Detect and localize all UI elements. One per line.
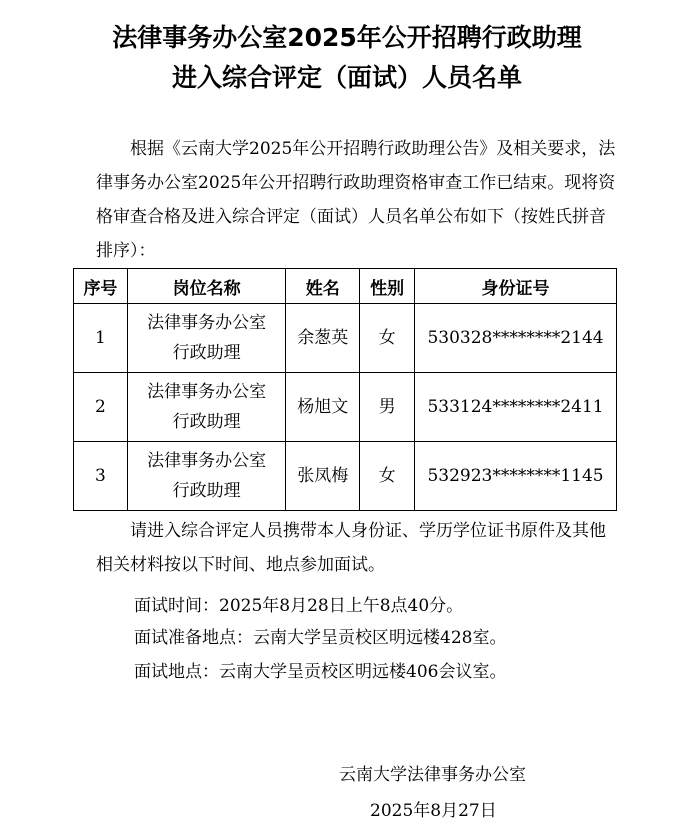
table-row	[74, 304, 617, 373]
table-row	[74, 442, 617, 511]
header-no: 序号	[74, 269, 128, 304]
row-dept: 法律事务办公室	[147, 313, 267, 333]
row-title: 行政助理	[172, 481, 241, 501]
table-header-row	[74, 269, 617, 304]
row-id: 533124********2411	[415, 373, 617, 442]
row-position	[127, 373, 286, 442]
header-name: 姓名	[286, 269, 360, 304]
header-id: 身份证号	[415, 269, 617, 304]
row-dept: 法律事务办公室	[147, 382, 267, 402]
header-gender: 性别	[360, 269, 415, 304]
row-title: 行政助理	[172, 412, 241, 432]
instructions-paragraph: 请进入综合评定人员携带本人身份证、学历学位证书原件及其他相关材料按以下时间、地点参加面试。	[96, 521, 606, 575]
row-position	[127, 442, 286, 511]
table-row	[74, 373, 617, 442]
row-name: 张凤梅	[286, 442, 360, 511]
candidate-table	[73, 268, 617, 511]
row-title: 行政助理	[172, 343, 241, 363]
row-gender: 男	[360, 373, 415, 442]
signature-org: 云南大学法律事务办公室	[339, 765, 526, 785]
row-gender: 女	[360, 304, 415, 373]
row-name: 杨旭文	[286, 373, 360, 442]
header-position: 岗位名称	[127, 269, 286, 304]
row-no: 2	[74, 373, 128, 442]
interview-location: 面试地点：云南大学呈贡校区明远楼406会议室。	[134, 662, 507, 682]
row-name: 余葱英	[286, 304, 360, 373]
intro-paragraph: 根据《云南大学2025年公开招聘行政助理公告》及相关要求，法律事务办公室2025年公开招聘行政助理资格审查工作已结束。现将资格审查合格及进入综合评定（面试）人员名单公布如下（按姓氏拼音排序）：	[96, 139, 616, 261]
row-no: 1	[74, 304, 128, 373]
document-title-line1: 法律事务办公室2025年公开招聘行政助理	[112, 23, 582, 52]
row-position	[127, 304, 286, 373]
row-dept: 法律事务办公室	[147, 451, 267, 471]
prep-location: 面试准备地点：云南大学呈贡校区明远楼428室。	[134, 628, 507, 648]
row-id: 530328********2144	[415, 304, 617, 373]
signature-date: 2025年8月27日	[370, 801, 497, 821]
row-id: 532923********1145	[415, 442, 617, 511]
interview-time: 面试时间：2025年8月28日上午8点40分。	[134, 596, 464, 616]
row-gender: 女	[360, 442, 415, 511]
row-no: 3	[74, 442, 128, 511]
document-title-line2: 进入综合评定（面试）人员名单	[171, 63, 522, 92]
